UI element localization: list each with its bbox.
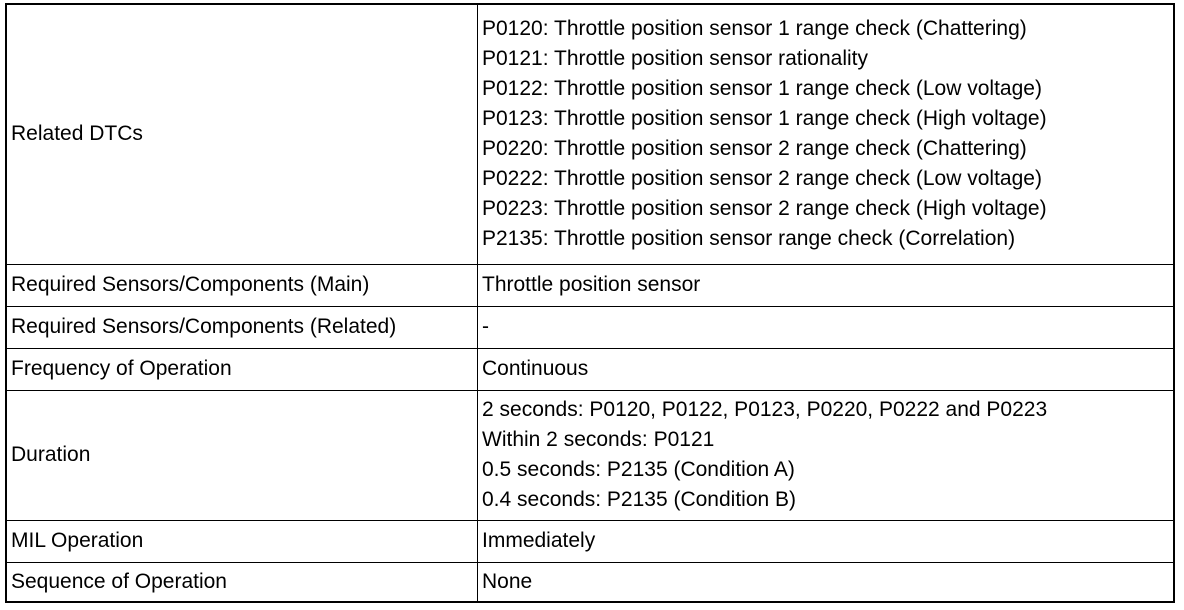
- item-label: Required Sensors/Components (Related): [6, 306, 478, 348]
- item-label: Sequence of Operation: [6, 562, 478, 602]
- table-row: [6, 562, 1174, 602]
- table-row: [6, 348, 1174, 390]
- table-row: [6, 306, 1174, 348]
- dtc-line: P0220: Throttle position sensor 2 range check (Chattering): [482, 137, 1027, 161]
- dtc-line: P0120: Throttle position sensor 1 range check (Chattering): [482, 17, 1027, 41]
- table-row: [6, 4, 1174, 264]
- dtc-line: P0123: Throttle position sensor 1 range check (High voltage): [482, 107, 1047, 131]
- table-row: [6, 390, 1174, 520]
- duration-line: 2 seconds: P0120, P0122, P0123, P0220, P0222 and P0223: [482, 398, 1048, 421]
- duration-line: 0.4 seconds: P2135 (Condition B): [482, 488, 797, 511]
- item-value: [478, 306, 1175, 348]
- value-line: None: [482, 569, 533, 593]
- item-label: Related DTCs: [6, 4, 478, 264]
- item-label: Required Sensors/Components (Main): [6, 264, 478, 306]
- dtc-line: P0223: Throttle position sensor 2 range check (High voltage): [482, 197, 1047, 221]
- dtc-line: P2135: Throttle position sensor range check (Correlation): [482, 227, 1016, 251]
- item-value: [478, 348, 1175, 390]
- value-line: Throttle position sensor: [482, 273, 701, 296]
- item-value: [478, 390, 1175, 520]
- value-line: Continuous: [482, 357, 589, 380]
- item-value: [478, 4, 1175, 264]
- table-row: [6, 520, 1174, 562]
- dtc-line: P0122: Throttle position sensor 1 range check (Low voltage): [482, 77, 1042, 101]
- duration-line: Within 2 seconds: P0121: [482, 428, 715, 451]
- monitor-spec-table: [5, 3, 1175, 603]
- duration-line: 0.5 seconds: P2135 (Condition A): [482, 458, 795, 481]
- item-value: [478, 562, 1175, 602]
- dtc-line: P0121: Throttle position sensor rationality: [482, 47, 868, 71]
- item-value: [478, 264, 1175, 306]
- table-row: [6, 264, 1174, 306]
- value-line: Immediately: [482, 529, 596, 552]
- dtc-line: P0222: Throttle position sensor 2 range check (Low voltage): [482, 167, 1042, 191]
- item-label: MIL Operation: [6, 520, 478, 562]
- item-value: [478, 520, 1175, 562]
- item-label: Frequency of Operation: [6, 348, 478, 390]
- item-label: Duration: [6, 390, 478, 520]
- value-line: -: [482, 315, 489, 338]
